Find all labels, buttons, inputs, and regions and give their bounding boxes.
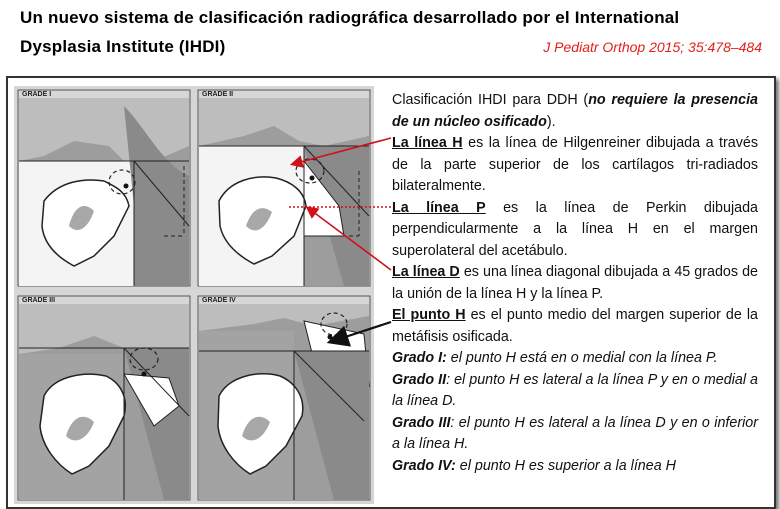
grade-3-paragraph — [392, 413, 758, 456]
grade-4-diagram — [199, 297, 369, 500]
grade-1-label: GRADE I — [22, 91, 52, 98]
citation: J Pediatr Orthop 2015; 35:478–484 — [543, 39, 762, 55]
line-p-paragraph — [392, 198, 758, 263]
grade-2-desc: : el punto H es lateral a la línea P y en o medial a la línea D. — [392, 371, 758, 409]
ihdi-diagram-figure — [14, 86, 374, 504]
line-p-desc: es la línea de Perkin dibujada perpendicularmente a la línea H en el margen superolateral del acetábulo. — [392, 199, 758, 259]
grade-1-paragraph — [392, 348, 758, 370]
intro-text: Clasificación IHDI para DDH ( — [392, 92, 589, 108]
intro-emphasis: no requiere la presencia de un núcleo osificado — [392, 92, 758, 130]
line-h-label: La línea H — [392, 135, 463, 151]
line-d-label: La línea D — [392, 264, 460, 280]
point-h-desc: es el punto medio del margen superior de la metáfisis osificada. — [392, 307, 758, 345]
line-d-desc: es una línea diagonal dibujada a 45 grados de la unión de la línea H y la línea P. — [392, 264, 758, 302]
grade-2-text-label: Grado II — [392, 371, 447, 388]
grade-2-label: GRADE II — [202, 91, 234, 98]
line-p-label: La línea P — [392, 199, 486, 216]
grade-1-diagram — [19, 91, 189, 286]
grade-4-label: GRADE IV — [202, 297, 236, 304]
point-h-label: El punto H — [392, 307, 466, 323]
grade-2-paragraph — [392, 370, 758, 413]
grade-1-text-label: Grado I: — [392, 350, 447, 366]
grade-1-desc: el punto H está en o medial con la línea P. — [446, 350, 718, 366]
grade-3-desc: : el punto H es lateral a la línea D y en o inferior a la línea H. — [392, 414, 758, 452]
header — [0, 0, 780, 72]
title-line-1: Un nuevo sistema de clasificación radiográfica desarrollado por el International — [20, 8, 680, 27]
intro-end: ). — [546, 113, 556, 130]
intro-paragraph — [392, 90, 758, 133]
grade-4-text-label: Grado IV: — [392, 457, 456, 474]
line-h-desc: es la línea de Hilgenreiner dibujada a través de la parte superior de los cartílagos tri-radiados bilateralmente. — [392, 135, 758, 194]
line-h-paragraph — [392, 133, 758, 198]
grade-4-paragraph — [392, 456, 758, 478]
line-d-paragraph — [392, 262, 758, 305]
classification-text — [392, 90, 758, 477]
title-line-2: Dysplasia Institute (IHDI) — [20, 37, 226, 56]
point-h-paragraph — [392, 305, 758, 348]
grade-3-text-label: Grado III — [392, 414, 451, 431]
grade-3-diagram — [19, 297, 189, 500]
content-panel — [6, 76, 776, 509]
grade-3-label: GRADE III — [22, 297, 56, 304]
grade-4-desc: el punto H es superior a la línea H — [455, 457, 676, 474]
grade-2-diagram — [199, 91, 369, 286]
